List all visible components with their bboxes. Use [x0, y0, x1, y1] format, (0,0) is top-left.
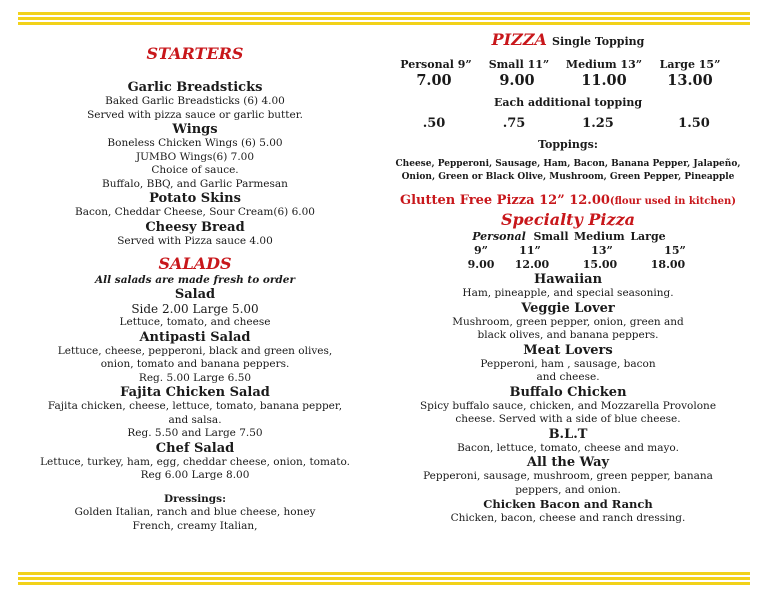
- specialty-size-names: [392, 230, 744, 244]
- item-line: Lettuce, cheese, pepperoni, black and green olives,: [57, 344, 333, 357]
- starter-potato-skins: [40, 191, 350, 220]
- item-name: Garlic Breadsticks: [127, 80, 263, 95]
- item-line: Lettuce, tomato, and cheese: [119, 316, 271, 328]
- item-line: Served with pizza sauce or garlic butter.: [87, 108, 303, 121]
- additional-topping-prices: [392, 116, 744, 132]
- salad-price-line: Side 2.00 Large 5.00: [131, 302, 259, 316]
- starter-wings: [40, 122, 350, 191]
- item-name: Fajita Chicken Salad: [120, 385, 270, 400]
- pizza-title: PIZZA: [491, 30, 547, 49]
- size-inch: 11”: [519, 244, 541, 257]
- right-column: [392, 30, 744, 526]
- item-line: Reg. 5.00 Large 6.50: [138, 371, 252, 384]
- bottom-border: [18, 572, 750, 587]
- pizza-sizes: [392, 58, 744, 72]
- specialty-title: Specialty Pizza: [500, 210, 636, 229]
- item-name: Antipasti Salad: [139, 329, 251, 345]
- size-name: Personal: [472, 230, 526, 243]
- item-line: black olives, and banana peppers.: [477, 329, 659, 341]
- item-name: Hawaiian: [533, 272, 603, 287]
- item-name: All the Way: [526, 455, 610, 470]
- item-line: Fajita chicken, cheese, lettuce, tomato, banana pepper, and salsa.: [47, 400, 343, 426]
- item-line: Ham, pineapple, and special seasoning.: [462, 287, 674, 299]
- specialty-meat-lovers: [392, 343, 744, 385]
- toppings-label: Toppings:: [538, 138, 598, 151]
- price: 15.00: [582, 258, 618, 271]
- item-name: Chef Salad: [155, 440, 235, 456]
- dressings: [40, 493, 350, 534]
- price: 9.00: [499, 72, 535, 89]
- dressings-line: Golden Italian, ranch and blue cheese, honey: [74, 506, 316, 518]
- size-inch: 9”: [474, 244, 488, 257]
- price: .50: [422, 116, 446, 131]
- dressings-line: French, creamy Italian,: [132, 519, 258, 532]
- top-border: [18, 12, 750, 27]
- starter-cheesy-bread: [40, 220, 350, 249]
- item-line: Bacon, Cheddar Cheese, Sour Cream(6) 6.00: [75, 206, 315, 218]
- size-label: Large 15”: [659, 58, 721, 71]
- left-column: [40, 44, 350, 533]
- size-inch: 13”: [591, 244, 613, 257]
- specialty-all-the-way: [392, 455, 744, 497]
- gluten-free-text: Glutten Free Pizza 12” 12.00: [400, 193, 610, 208]
- item-line: Spicy buffalo sauce, chicken, and Mozzarella Provolone: [419, 399, 717, 412]
- size-name: Small: [533, 230, 569, 243]
- gluten-free-line: [392, 193, 744, 210]
- item-line: Boneless Chicken Wings (6) 5.00: [107, 137, 283, 149]
- specialty-size-inches: [392, 244, 744, 258]
- gluten-free-note: (flour used in kitchen): [609, 196, 736, 207]
- specialty-buffalo-chicken: [392, 385, 744, 427]
- salad-basic: [40, 287, 350, 330]
- size-label: Small 11”: [488, 58, 550, 71]
- price: 12.00: [514, 258, 550, 271]
- item-name: Chicken Bacon and Ranch: [483, 497, 653, 511]
- item-line: Served with Pizza sauce 4.00: [117, 234, 273, 247]
- salad-antipasti: [40, 330, 350, 386]
- item-line: peppers, and onion.: [515, 483, 621, 496]
- pizza-prices: [392, 72, 744, 90]
- price: 1.50: [678, 116, 710, 131]
- toppings-line: Cheese, Pepperoni, Sausage, Ham, Bacon, Banana Pepper, Jalapeño,: [395, 159, 741, 169]
- salads-title: SALADS: [158, 254, 232, 273]
- toppings-line: Onion, Green or Black Olive, Mushroom, Green Pepper, Pineapple: [401, 171, 735, 182]
- size-inch: 15”: [664, 244, 686, 257]
- item-name: Potato Skins: [149, 191, 241, 206]
- specialty-blt: [392, 427, 744, 456]
- item-line: Reg 6.00 Large 8.00: [140, 469, 250, 481]
- dressings-title: Dressings:: [164, 492, 226, 505]
- item-line: Baked Garlic Breadsticks (6) 4.00: [105, 95, 285, 107]
- additional-topping-label: Each additional topping: [493, 96, 643, 109]
- specialty-prices: [392, 258, 744, 272]
- item-line: cheese. Served with a side of blue cheese.: [455, 413, 681, 425]
- starter-garlic-breadsticks: [40, 80, 350, 122]
- specialty-veggie-lover: [392, 301, 744, 343]
- pizza-subtitle: Single Topping: [552, 35, 645, 48]
- item-name: Wings: [172, 122, 218, 137]
- starters-title: STARTERS: [146, 44, 244, 63]
- price: 1.25: [582, 116, 614, 131]
- item-name: Cheesy Bread: [145, 219, 245, 235]
- item-line: onion, tomato and banana peppers.: [100, 358, 290, 370]
- price: 18.00: [650, 258, 686, 271]
- price: 13.00: [667, 72, 713, 89]
- item-name: Meat Lovers: [523, 342, 613, 358]
- item-line: Reg. 5.50 and Large 7.50: [127, 427, 263, 439]
- item-name: Buffalo Chicken: [509, 384, 627, 400]
- item-line: Pepperoni, sausage, mushroom, green pepper, banana: [423, 470, 713, 482]
- specialty-chicken-bacon-ranch: [392, 497, 744, 526]
- price: 9.00: [467, 258, 495, 271]
- salad-chef: [40, 441, 350, 483]
- item-line: and cheese.: [536, 371, 600, 383]
- item-line: Bacon, lettuce, tomato, cheese and mayo.: [457, 441, 679, 454]
- item-line: Chicken, bacon, cheese and ranch dressing.: [450, 512, 686, 524]
- price: 7.00: [416, 72, 452, 89]
- salad-fajita-chicken: [40, 385, 350, 441]
- size-label: Medium 13”: [565, 58, 643, 71]
- price: .75: [502, 116, 526, 131]
- price: 11.00: [581, 72, 627, 89]
- size-label: Personal 9”: [400, 58, 472, 71]
- item-line: Mushroom, green pepper, onion, green and: [452, 315, 684, 328]
- item-name: B.L.T: [548, 426, 588, 442]
- size-name: Large: [630, 230, 666, 243]
- item-line: Choice of sauce.: [151, 164, 239, 176]
- specialty-hawaiian: [392, 272, 744, 301]
- item-line: Buffalo, BBQ, and Garlic Parmesan: [102, 177, 288, 190]
- item-name: Salad: [174, 287, 216, 302]
- size-name: Medium: [574, 230, 625, 243]
- item-line: Lettuce, turkey, ham, egg, cheddar cheese, onion, tomato.: [40, 455, 350, 468]
- item-name: Veggie Lover: [521, 300, 615, 316]
- salads-note: All salads are made fresh to order: [95, 274, 295, 286]
- item-line: Pepperoni, ham , sausage, bacon: [480, 357, 656, 370]
- item-line: JUMBO Wings(6) 7.00: [135, 150, 255, 163]
- pizza-header: [392, 30, 744, 52]
